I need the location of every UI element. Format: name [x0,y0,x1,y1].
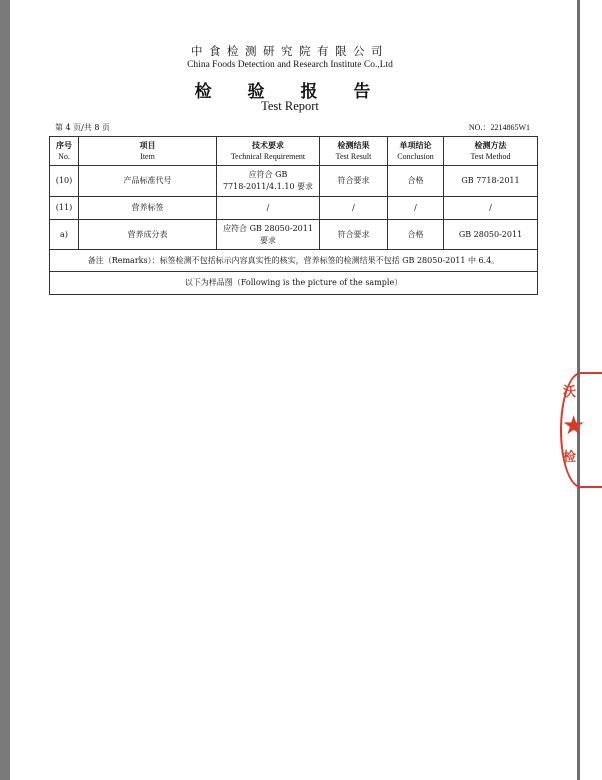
header-item [79,137,217,166]
row-conclusion: / [388,197,444,220]
row-conclusion: 合格 [388,166,444,197]
row-item: 营养标签 [79,197,217,220]
row-no: a) [50,220,79,250]
test-results-table [49,136,538,295]
seal-character: 检 [563,450,577,465]
header-label-en: Test Result [335,152,372,161]
header-label-cn: 单项结论 [399,140,432,150]
row-requirement [217,166,320,197]
page-indicator: 第 4 页/共 8 页 [55,123,111,132]
header-label-en: Conclusion [397,152,434,161]
table-row [50,220,538,250]
left-page-edge [0,0,10,780]
header-requirement [217,137,320,166]
report-title-cn: 检 验 报 告 [194,82,386,102]
row-result: 符合要求 [320,166,388,197]
row-item: 产品标准代号 [79,166,217,197]
requirement-line: 要求 [260,235,276,245]
header-label-en: Test Method [470,152,511,161]
organization-name-en: China Foods Detection and Research Institute Co.,Ltd [187,60,393,70]
requirement-line: 7718-2011/4.1.10 要求 [222,182,314,191]
header-label-cn: 项目 [139,140,156,150]
row-method: GB 7718-2011 [444,166,538,197]
row-requirement [217,220,320,250]
header-label-cn: 技术要求 [252,140,284,150]
organization-name-cn: 中食检测研究院有限公司 [191,44,389,58]
header-conclusion [388,137,444,166]
requirement-line: 应符合 GB [248,170,288,179]
row-no: (10) [50,166,79,197]
remarks-row [50,250,538,272]
table-row [50,197,538,220]
report-number: NO.：2214865W1 [468,123,530,132]
header-label-cn: 检测结果 [337,140,370,150]
header-result [320,137,388,166]
header-label-en: No. [58,152,70,161]
header-label-en: Item [140,152,155,161]
report-title-en: Test Report [261,99,319,113]
header-label-en: Technical Requirement [230,152,306,161]
row-result: / [320,197,388,220]
row-method: GB 28050-2011 [444,220,538,250]
header-no [50,137,79,166]
header-label-cn: 序号 [56,140,72,150]
table-row [50,166,538,197]
row-no: (11) [50,197,79,220]
row-method: / [444,197,538,220]
row-item: 营养成分表 [79,220,217,250]
table-header-row [50,137,538,166]
sample-picture-row [50,272,538,295]
row-conclusion: 合格 [388,220,444,250]
seal-character: 沃 [563,385,577,400]
remarks-text: 备注（Remarks）：标签检测不包括标示内容真实性的核实，营养标签的检测结果不包括 GB 28050-2011 中 6.4。 [50,250,538,272]
seal-star-icon: ★ [562,411,586,441]
header-method [444,137,538,166]
row-requirement: / [217,197,320,220]
header-label-cn: 检测方法 [474,140,507,150]
row-result: 符合要求 [320,220,388,250]
requirement-line: 应符合 GB 28050-2011 [223,223,313,233]
sample-picture-caption: 以下为样品图（Following is the picture of the sample） [50,272,538,295]
